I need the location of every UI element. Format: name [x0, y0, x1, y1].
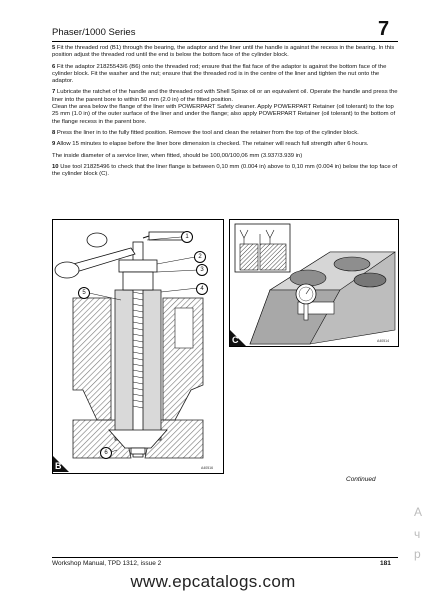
liner-height-illustration [230, 220, 398, 346]
figure-b-code: A40516 [201, 466, 214, 470]
liner-diameter-note: The inside diameter of a service liner, when fitted, should be 100,00/100,06 mm (3.937/3.939 in) [52, 152, 303, 159]
figure-c-code: A40514 [377, 339, 390, 343]
callout-3: 3 [196, 264, 208, 276]
page-number: 181 [380, 560, 391, 567]
continued-note: Continued [346, 476, 376, 483]
step-10: 10 Use tool 21825496 to check that the liner flange is between 0,10 mm (0.004 in) above to 0,10 mm (0.004 in) below the top face of the cylinder block (C). [52, 163, 398, 178]
edge-fragment-3: p [414, 547, 421, 561]
step-7: 7 Lubricate the ratchet of the handle and the threaded rod with Shell Spirax oil or an equivalent oil. Operate the handle and press the liner into the parent bore to within 50 mm (2.0 in) of the fitted position. [52, 89, 398, 103]
footer-manual-ref: Workshop Manual, TPD 1312, issue 2 [52, 560, 162, 567]
figure-c-liner-height-check: C A40514 [229, 219, 399, 347]
step-6: 6 Fit the adaptor 21825543/6 (B6) onto the threaded rod; ensure that the flat face of the adaptor is against the bottom face of the cylinder block. Fit the washer and the nut; ensure that the threaded rod is in the centre of the liner and tighten the nut onto the adaptor. [52, 63, 387, 85]
callout-1: 1 [181, 231, 193, 243]
figure-b-liner-press-tool: 1 2 3 4 5 6 B A40516 [52, 219, 224, 474]
callout-4: 4 [196, 283, 208, 295]
step-8: 8 Press the liner in to the fully fitted position. Remove the tool and clean the retainer from the top of the cylinder block. [52, 129, 359, 136]
step-9: 9 Allow 15 minutes to elapse before the liner bore dimension is checked. The retainer will reach full strength after 6 hours. [52, 141, 369, 148]
step-7-clean: Clean the area below the flange of the liner with POWERPART Safety cleaner. Apply POWERPART Retainer (oil tolerant) to the top 25 mm (1.0 in) of the outer surface of the liner and under the flange; also apply POWERPART Retainer (oil tolerant) to the bottom of the flange recess in the parent bore. [52, 104, 396, 125]
instructions-body [52, 45, 398, 182]
callout-5: 5 [78, 287, 90, 299]
footer-rule [52, 557, 398, 558]
step-5: 5 Fit the threaded rod (B1) through the bearing, the adaptor and the liner until the handle is against the recess in the bearing. In this position adjust the threaded rod until the end is below the bottom face of the cylinder block. [52, 45, 395, 59]
edge-fragment-2: ч [414, 527, 421, 541]
callout-2: 2 [194, 251, 206, 263]
watermark-url[interactable]: www.epcatalogs.com [130, 572, 296, 591]
callout-6: 6 [100, 447, 112, 459]
header-title: Phaser/1000 Series [52, 27, 136, 38]
chapter-number: 7 [378, 18, 390, 40]
edge-fragment-1: A [414, 505, 423, 519]
header-rule [52, 41, 398, 42]
